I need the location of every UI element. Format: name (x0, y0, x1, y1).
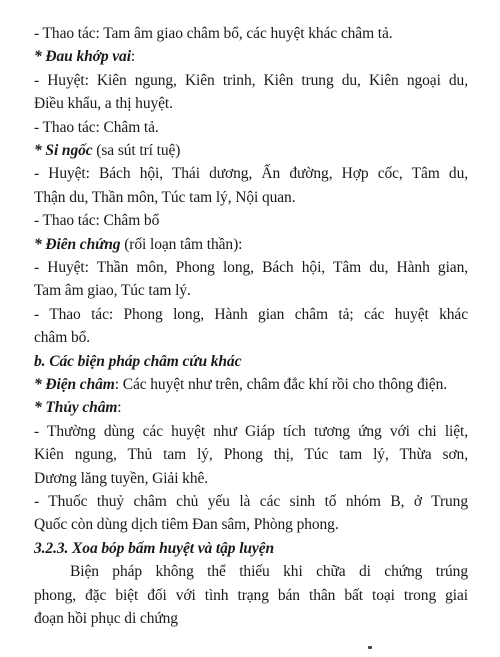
text-line (34, 326, 468, 350)
line-text: - Thuốc thuỷ châm chủ yếu là các sinh tố nhóm B, ở Trung (34, 493, 468, 510)
line-text: - Thao tác: Châm tả. (34, 118, 159, 136)
text-line (34, 162, 468, 186)
line-text: - Huyệt: Bách hội, Thái dương, Ấn đường, Hợp cốc, Tâm du, (34, 165, 468, 183)
text-line (34, 396, 468, 420)
text-line (34, 92, 468, 116)
text-line (34, 537, 468, 561)
text-line (34, 45, 468, 69)
text-line (34, 233, 468, 257)
line-text: phong, đặc biệt đối với tình trạng bán thân bất toại trong giai (34, 586, 468, 604)
line-text: : (117, 399, 122, 417)
emphasis-text: * Điên chứng (34, 235, 121, 253)
line-text: Dương lăng tuyền, Giải khê. (34, 469, 209, 487)
line-text: châm bổ. (34, 329, 91, 347)
text-line (34, 420, 468, 444)
line-text: Thận du, Thần môn, Túc tam lý, Nội quan. (34, 188, 296, 206)
text-line (34, 116, 468, 140)
text-line (34, 490, 468, 514)
text-line (34, 373, 468, 397)
line-text: Kiên ngung, Thủ tam lý, Phong thị, Túc tam lý, Thừa sơn, (34, 446, 468, 464)
text-line (34, 22, 468, 46)
text-line (34, 467, 468, 491)
text-line (34, 584, 468, 608)
text-line (34, 186, 468, 210)
text-line (34, 256, 468, 280)
text-line (34, 303, 468, 327)
line-text: - Thao tác: Châm bổ (34, 212, 160, 230)
text-line (34, 350, 468, 374)
text-line (70, 560, 468, 584)
line-text: - Thường dùng các huyệt như Giáp tích tương ứng với chi liệt, (34, 422, 468, 440)
emphasis-text: * Điện châm (34, 376, 115, 393)
line-text: (rối loạn tâm thần): (120, 235, 243, 253)
line-text: : (130, 48, 136, 66)
line-text: Tam âm giao, Túc tam lý. (34, 282, 191, 300)
page-speck (368, 646, 372, 649)
line-text: (sa sút trí tuệ) (92, 142, 181, 159)
text-line (34, 513, 468, 537)
emphasis-text: * Si ngốc (34, 142, 93, 159)
emphasis-text: * Thủy châm (34, 399, 118, 417)
text-line (34, 443, 468, 467)
line-text: - Thao tác: Tam âm giao châm bổ, các huyệt khác châm tả. (34, 25, 393, 42)
line-text: - Thao tác: Phong long, Hành gian châm tả; các huyệt khác (34, 305, 468, 323)
line-text: : Các huyệt như trên, châm đắc khí rồi cho thông điện. (114, 376, 448, 393)
line-text: Điều khẩu, a thị huyệt. (34, 95, 173, 113)
line-text: Biện pháp không thể thiếu khi chữa di chứng trúng (70, 563, 468, 581)
line-text: đoạn hồi phục di chứng (34, 610, 178, 627)
text-line (34, 607, 468, 631)
text-line (34, 69, 468, 93)
emphasis-text: b. Các biện pháp châm cứu khác (34, 352, 242, 370)
line-text: - Huyệt: Thần môn, Phong long, Bách hội, Tâm du, Hành gian, (34, 259, 468, 276)
emphasis-text: * Đau khớp vai (34, 48, 131, 66)
text-line (34, 139, 468, 163)
line-text: Quốc còn dùng dịch tiêm Đan sâm, Phòng phong. (34, 516, 339, 534)
text-line (34, 209, 468, 233)
text-line (34, 279, 468, 303)
line-text: - Huyệt: Kiên ngung, Kiên trinh, Kiên trung du, Kiên ngoại du, (34, 71, 468, 89)
emphasis-text: 3.2.3. Xoa bóp bấm huyệt và tập luyện (34, 539, 274, 557)
